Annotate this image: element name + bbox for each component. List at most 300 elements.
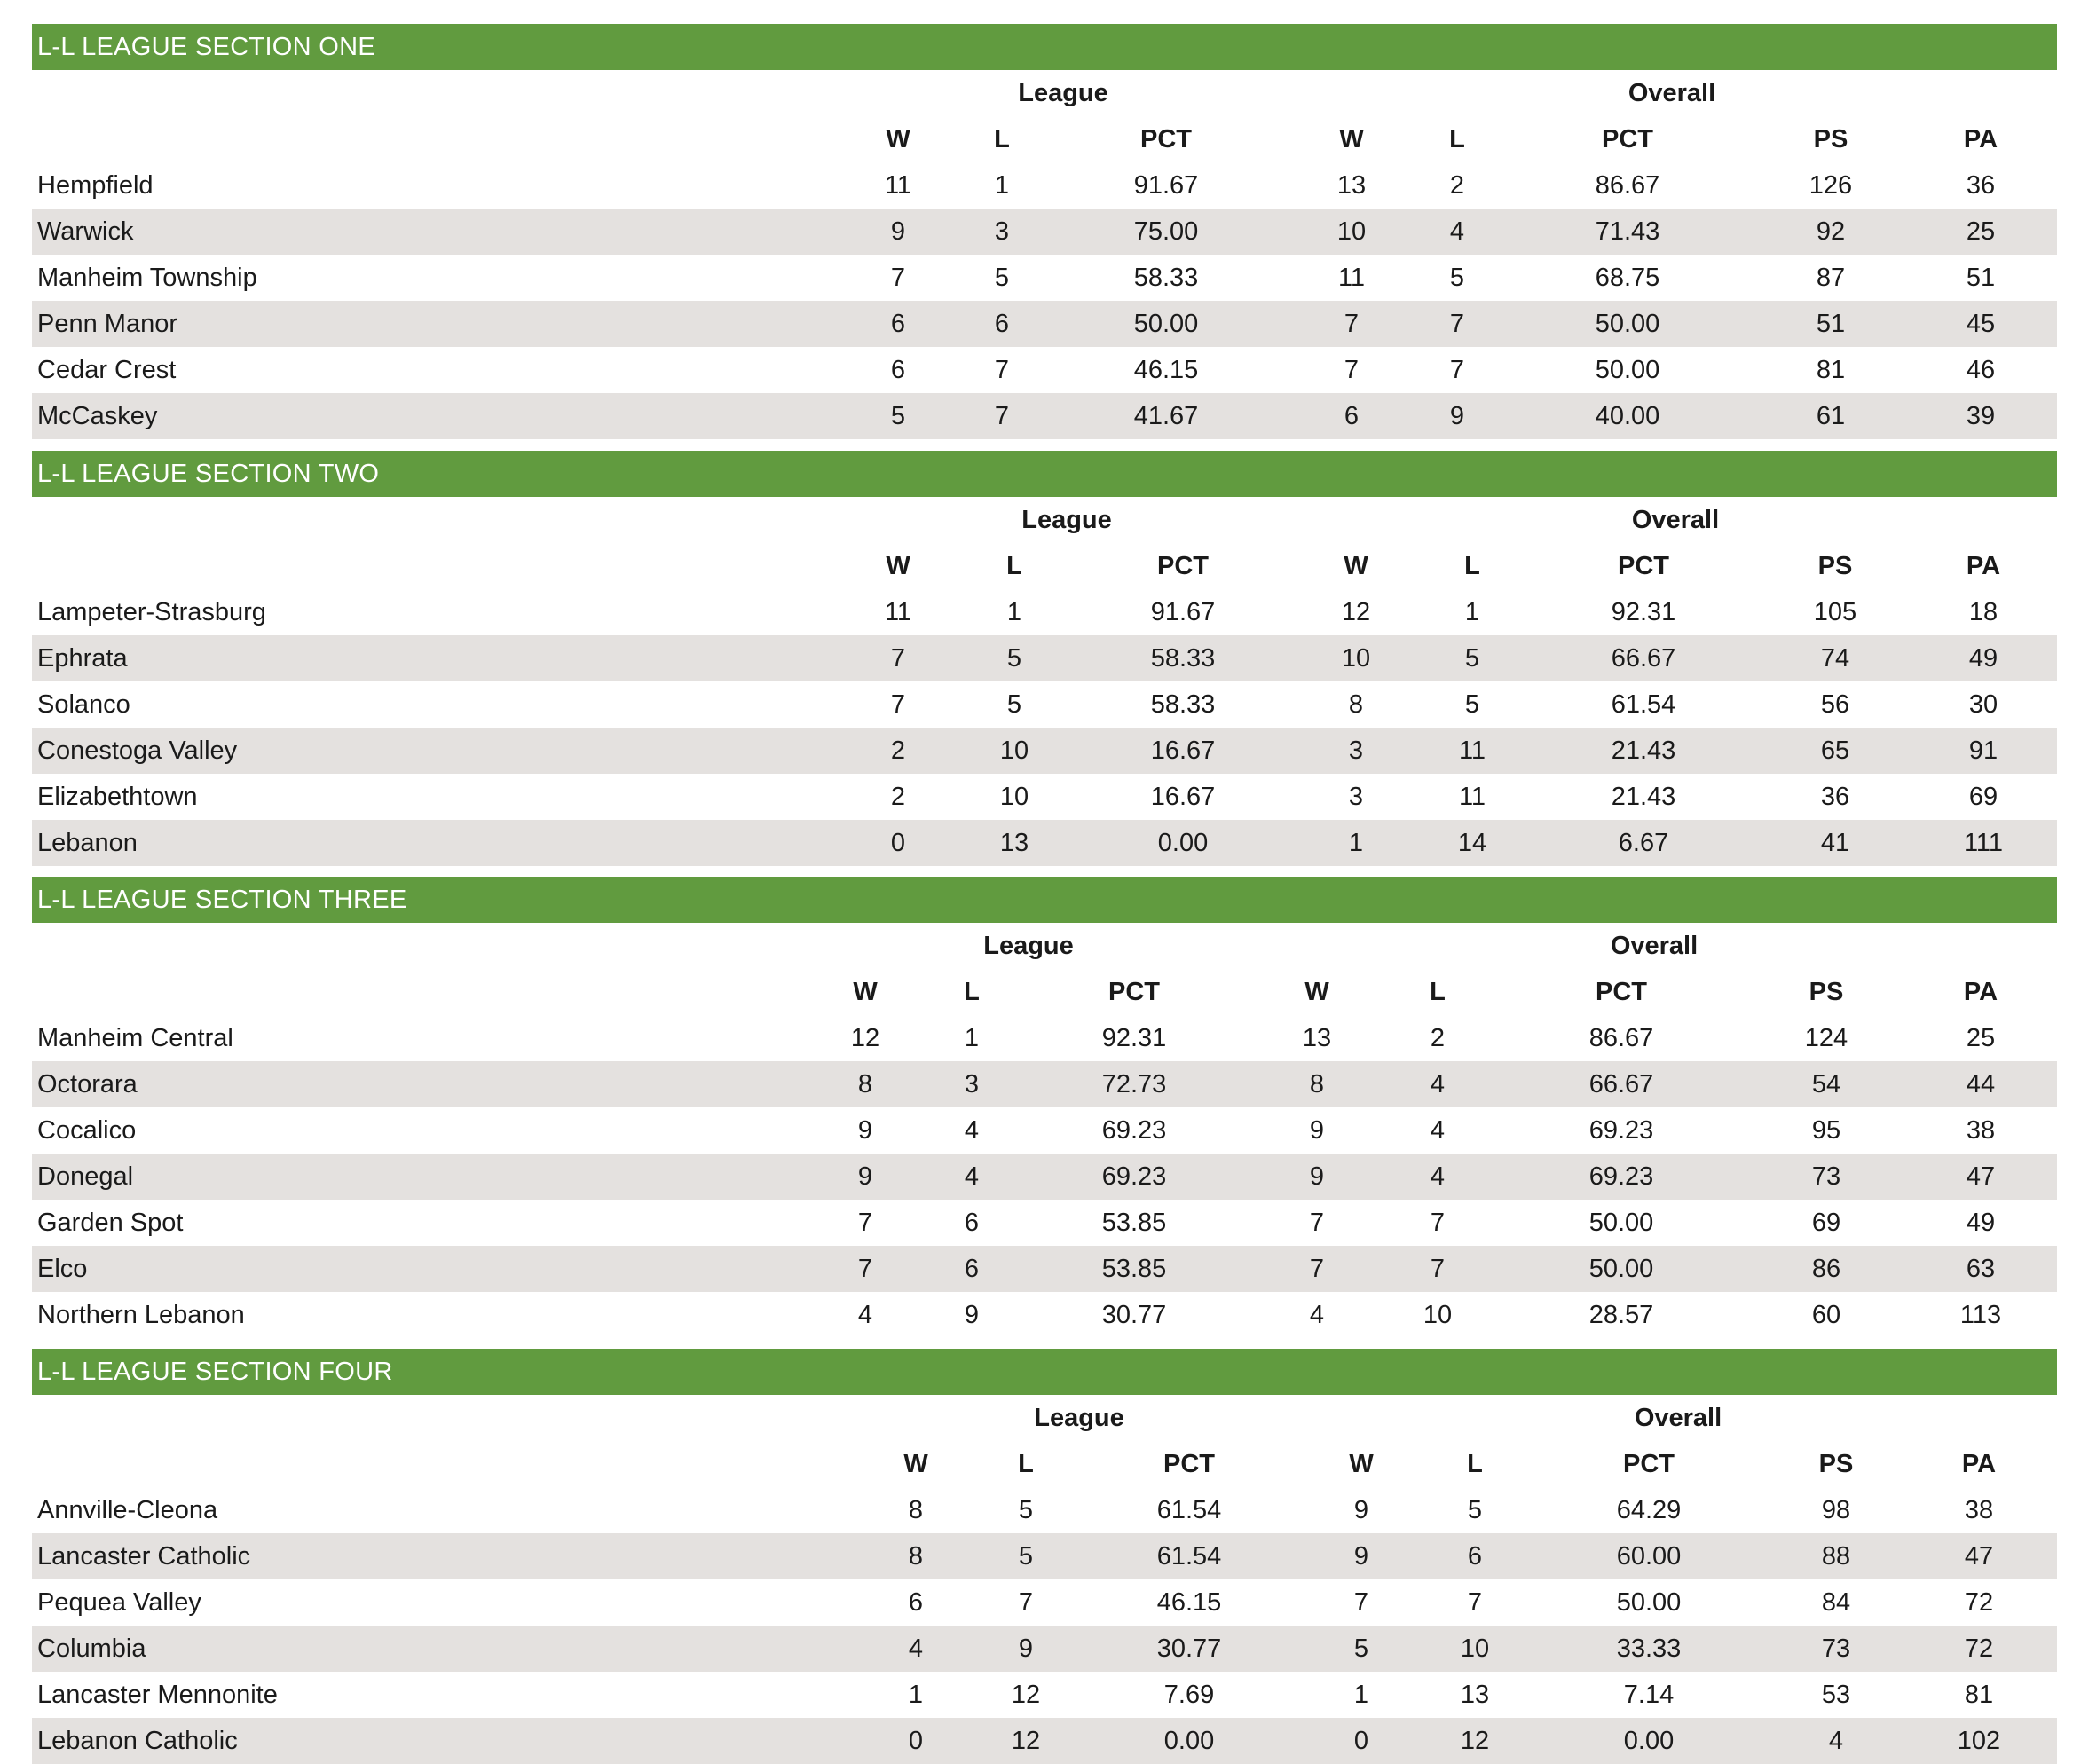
- team-name: Manheim Central: [37, 1024, 233, 1052]
- league-w-header: W: [903, 1450, 928, 1478]
- league-w-cell: 0: [890, 829, 906, 857]
- overall-pct-cell: 92.31: [1611, 598, 1676, 626]
- overall-pct-cell: 21.43: [1611, 736, 1676, 765]
- group-label-overall: Overall: [1610, 932, 1699, 960]
- group-label-league: League: [1034, 1404, 1124, 1432]
- overall-pct-cell: 60.00: [1616, 1542, 1682, 1571]
- overall-pct-cell: 6.67: [1618, 829, 1669, 857]
- overall-pct-cell: 69.23: [1588, 1116, 1654, 1145]
- overall-l-cell: 7: [1467, 1588, 1483, 1617]
- group-label-overall: Overall: [1631, 506, 1720, 534]
- team-name: Ephrata: [37, 644, 128, 673]
- overall-w-header: W: [1304, 978, 1329, 1006]
- league-w-cell: 8: [857, 1070, 873, 1099]
- ps-cell: 41: [1820, 829, 1850, 857]
- ps-header: PS: [1813, 125, 1848, 154]
- overall-w-cell: 6: [1344, 402, 1360, 430]
- pa-cell: 25: [1966, 1024, 1996, 1052]
- pa-cell: 49: [1966, 1209, 1996, 1237]
- overall-pct-cell: 0.00: [1623, 1727, 1675, 1755]
- team-name: Columbia: [37, 1634, 146, 1663]
- overall-l-cell: 11: [1458, 783, 1486, 811]
- team-name: Lebanon: [37, 829, 138, 857]
- group-header-row: [32, 923, 2057, 969]
- overall-pct-cell: 50.00: [1595, 310, 1660, 338]
- league-l-cell: 9: [1018, 1634, 1034, 1663]
- league-pct-cell: 53.85: [1101, 1255, 1167, 1283]
- overall-pct-cell: 50.00: [1595, 356, 1660, 384]
- league-w-cell: 6: [908, 1588, 924, 1617]
- overall-pct-cell: 61.54: [1611, 690, 1676, 719]
- league-w-cell: 7: [890, 264, 906, 292]
- league-l-cell: 12: [1011, 1727, 1041, 1755]
- overall-l-cell: 5: [1467, 1496, 1483, 1524]
- league-l-cell: 5: [1006, 690, 1022, 719]
- ps-cell: 87: [1816, 264, 1846, 292]
- league-w-cell: 5: [890, 402, 906, 430]
- column-header-row: [32, 969, 2057, 1015]
- league-pct-cell: 58.33: [1150, 644, 1216, 673]
- league-l-cell: 13: [999, 829, 1029, 857]
- league-w-header: W: [886, 125, 910, 154]
- overall-pct-header: PCT: [1618, 552, 1669, 580]
- league-l-cell: 5: [1006, 644, 1022, 673]
- pa-cell: 45: [1966, 310, 1996, 338]
- team-name: Elizabethtown: [37, 783, 198, 811]
- team-name: Manheim Township: [37, 264, 257, 292]
- overall-pct-cell: 69.23: [1588, 1162, 1654, 1191]
- overall-l-cell: 7: [1430, 1209, 1446, 1237]
- overall-w-cell: 1: [1348, 829, 1364, 857]
- table-row: [32, 209, 2057, 255]
- league-l-cell: 5: [994, 264, 1010, 292]
- overall-w-cell: 9: [1309, 1162, 1325, 1191]
- pa-cell: 46: [1966, 356, 1996, 384]
- team-name: Elco: [37, 1255, 88, 1283]
- league-w-header: W: [853, 978, 878, 1006]
- team-name: Conestoga Valley: [37, 736, 238, 765]
- pa-cell: 47: [1964, 1542, 1994, 1571]
- league-l-header: L: [964, 978, 980, 1006]
- section-title: L-L LEAGUE SECTION FOUR: [32, 1349, 2057, 1395]
- overall-pct-cell: 50.00: [1588, 1255, 1654, 1283]
- group-label-league: League: [983, 932, 1074, 960]
- overall-pct-cell: 66.67: [1588, 1070, 1654, 1099]
- league-pct-cell: 0.00: [1163, 1727, 1215, 1755]
- table-row: [32, 393, 2057, 439]
- overall-pct-cell: 66.67: [1611, 644, 1676, 673]
- league-w-cell: 6: [890, 310, 906, 338]
- pa-header: PA: [1963, 125, 1998, 154]
- overall-pct-cell: 28.57: [1588, 1301, 1654, 1329]
- ps-cell: 54: [1811, 1070, 1841, 1099]
- league-l-cell: 6: [964, 1209, 980, 1237]
- team-name: Cocalico: [37, 1116, 137, 1145]
- group-label-overall: Overall: [1634, 1404, 1722, 1432]
- overall-pct-cell: 21.43: [1611, 783, 1676, 811]
- league-l-cell: 6: [964, 1255, 980, 1283]
- table-row: [32, 1154, 2057, 1200]
- overall-l-cell: 5: [1449, 264, 1465, 292]
- team-name: Lampeter-Strasburg: [37, 598, 266, 626]
- team-name: Pequea Valley: [37, 1588, 201, 1617]
- overall-l-cell: 13: [1460, 1681, 1490, 1709]
- league-pct-cell: 91.67: [1133, 171, 1199, 200]
- overall-l-cell: 6: [1467, 1542, 1483, 1571]
- overall-pct-cell: 68.75: [1595, 264, 1660, 292]
- team-name: Octorara: [37, 1070, 138, 1099]
- team-name: Northern Lebanon: [37, 1301, 245, 1329]
- league-pct-header: PCT: [1163, 1450, 1215, 1478]
- pa-cell: 63: [1966, 1255, 1996, 1283]
- ps-cell: 84: [1821, 1588, 1851, 1617]
- table-row: [32, 162, 2057, 209]
- league-w-cell: 12: [850, 1024, 880, 1052]
- table-row: [32, 1246, 2057, 1292]
- overall-l-cell: 7: [1430, 1255, 1446, 1283]
- league-l-cell: 6: [994, 310, 1010, 338]
- overall-pct-cell: 40.00: [1595, 402, 1660, 430]
- league-w-cell: 7: [857, 1255, 873, 1283]
- overall-w-cell: 7: [1309, 1255, 1325, 1283]
- league-pct-cell: 91.67: [1150, 598, 1216, 626]
- pa-cell: 51: [1966, 264, 1996, 292]
- pa-cell: 72: [1964, 1588, 1994, 1617]
- table-row: [32, 347, 2057, 393]
- league-pct-cell: 30.77: [1101, 1301, 1167, 1329]
- overall-w-cell: 9: [1309, 1116, 1325, 1145]
- overall-pct-header: PCT: [1623, 1450, 1675, 1478]
- team-name: Garden Spot: [37, 1209, 184, 1237]
- ps-cell: 53: [1821, 1681, 1851, 1709]
- overall-l-cell: 14: [1457, 829, 1487, 857]
- pa-cell: 69: [1968, 783, 1998, 811]
- ps-header: PS: [1817, 552, 1853, 580]
- team-name: Cedar Crest: [37, 356, 177, 384]
- team-name: Annville-Cleona: [37, 1496, 218, 1524]
- league-w-cell: 9: [857, 1116, 873, 1145]
- league-pct-cell: 46.15: [1133, 356, 1199, 384]
- pa-cell: 72: [1964, 1634, 1994, 1663]
- ps-cell: 56: [1820, 690, 1850, 719]
- league-pct-cell: 58.33: [1133, 264, 1199, 292]
- league-w-cell: 9: [857, 1162, 873, 1191]
- overall-w-cell: 10: [1336, 217, 1367, 246]
- overall-l-cell: 10: [1423, 1301, 1453, 1329]
- league-l-cell: 3: [964, 1070, 980, 1099]
- league-pct-cell: 58.33: [1150, 690, 1216, 719]
- team-name: Penn Manor: [37, 310, 177, 338]
- league-pct-cell: 50.00: [1133, 310, 1199, 338]
- league-l-cell: 5: [1018, 1542, 1034, 1571]
- league-w-cell: 7: [890, 644, 906, 673]
- ps-header: PS: [1809, 978, 1844, 1006]
- column-header-row: [32, 116, 2057, 162]
- table-row: [32, 635, 2057, 681]
- ps-cell: 92: [1816, 217, 1846, 246]
- league-pct-header: PCT: [1157, 552, 1209, 580]
- ps-cell: 88: [1821, 1542, 1851, 1571]
- league-pct-cell: 16.67: [1150, 783, 1216, 811]
- table-row: [32, 1292, 2057, 1338]
- ps-cell: 86: [1811, 1255, 1841, 1283]
- team-name: Warwick: [37, 217, 134, 246]
- league-w-cell: 6: [890, 356, 906, 384]
- standings-section: [32, 24, 2057, 439]
- overall-l-cell: 10: [1460, 1634, 1490, 1663]
- table-row: [32, 1579, 2057, 1626]
- overall-l-cell: 7: [1449, 356, 1465, 384]
- pa-cell: 44: [1966, 1070, 1996, 1099]
- league-w-cell: 9: [890, 217, 906, 246]
- overall-w-cell: 13: [1336, 171, 1367, 200]
- pa-cell: 38: [1966, 1116, 1996, 1145]
- overall-w-cell: 7: [1344, 310, 1360, 338]
- team-name: Lebanon Catholic: [37, 1727, 238, 1755]
- overall-pct-cell: 50.00: [1616, 1588, 1682, 1617]
- league-w-cell: 4: [857, 1301, 873, 1329]
- overall-l-cell: 9: [1449, 402, 1465, 430]
- league-pct-cell: 16.67: [1150, 736, 1216, 765]
- pa-cell: 113: [1959, 1301, 2002, 1329]
- league-l-cell: 1: [964, 1024, 980, 1052]
- pa-cell: 36: [1966, 171, 1996, 200]
- ps-cell: 105: [1813, 598, 1857, 626]
- league-w-cell: 2: [890, 783, 906, 811]
- column-header-row: [32, 1441, 2057, 1487]
- league-w-cell: 0: [908, 1727, 924, 1755]
- overall-w-cell: 7: [1344, 356, 1360, 384]
- pa-cell: 81: [1964, 1681, 1994, 1709]
- overall-l-cell: 4: [1430, 1162, 1446, 1191]
- team-name: Lancaster Mennonite: [37, 1681, 278, 1709]
- league-pct-cell: 61.54: [1156, 1496, 1222, 1524]
- league-l-header: L: [994, 125, 1010, 154]
- overall-l-cell: 1: [1464, 598, 1480, 626]
- overall-pct-cell: 86.67: [1588, 1024, 1654, 1052]
- table-row: [32, 820, 2057, 866]
- ps-cell: 81: [1816, 356, 1846, 384]
- pa-header: PA: [1961, 1450, 1997, 1478]
- league-pct-cell: 69.23: [1101, 1116, 1167, 1145]
- overall-w-cell: 3: [1348, 783, 1364, 811]
- league-l-header: L: [1018, 1450, 1034, 1478]
- league-w-cell: 4: [908, 1634, 924, 1663]
- table-row: [32, 728, 2057, 774]
- overall-pct-cell: 64.29: [1616, 1496, 1682, 1524]
- league-l-cell: 7: [1018, 1588, 1034, 1617]
- team-name: Hempfield: [37, 171, 154, 200]
- league-l-cell: 1: [994, 171, 1010, 200]
- overall-w-cell: 9: [1353, 1542, 1369, 1571]
- table-row: [32, 1626, 2057, 1672]
- overall-w-cell: 10: [1341, 644, 1371, 673]
- standings-section: [32, 451, 2057, 866]
- league-w-cell: 7: [890, 690, 906, 719]
- league-pct-cell: 69.23: [1101, 1162, 1167, 1191]
- group-header-row: [32, 1395, 2057, 1441]
- ps-cell: 60: [1811, 1301, 1841, 1329]
- overall-w-cell: 11: [1337, 264, 1366, 292]
- section-title: L-L LEAGUE SECTION ONE: [32, 24, 2057, 70]
- overall-pct-cell: 7.14: [1623, 1681, 1675, 1709]
- column-header-row: [32, 543, 2057, 589]
- ps-cell: 65: [1820, 736, 1850, 765]
- group-label-league: League: [1021, 506, 1112, 534]
- overall-pct-cell: 50.00: [1588, 1209, 1654, 1237]
- league-w-cell: 11: [884, 598, 912, 626]
- overall-pct-cell: 86.67: [1595, 171, 1660, 200]
- league-pct-header: PCT: [1108, 978, 1160, 1006]
- league-w-header: W: [886, 552, 910, 580]
- overall-w-cell: 3: [1348, 736, 1364, 765]
- overall-w-cell: 4: [1309, 1301, 1325, 1329]
- league-l-cell: 3: [994, 217, 1010, 246]
- ps-cell: 74: [1820, 644, 1850, 673]
- group-label-league: League: [1018, 79, 1108, 107]
- league-pct-header: PCT: [1140, 125, 1192, 154]
- league-l-cell: 10: [999, 783, 1029, 811]
- pa-cell: 49: [1968, 644, 1998, 673]
- overall-w-cell: 7: [1353, 1588, 1369, 1617]
- ps-cell: 51: [1816, 310, 1846, 338]
- overall-l-cell: 2: [1449, 171, 1465, 200]
- overall-l-cell: 12: [1460, 1727, 1490, 1755]
- league-pct-cell: 61.54: [1156, 1542, 1222, 1571]
- league-l-cell: 7: [994, 402, 1010, 430]
- overall-l-cell: 4: [1449, 217, 1465, 246]
- league-pct-cell: 72.73: [1101, 1070, 1167, 1099]
- overall-w-cell: 8: [1309, 1070, 1325, 1099]
- table-row: [32, 255, 2057, 301]
- team-name: Lancaster Catholic: [37, 1542, 251, 1571]
- league-pct-cell: 75.00: [1133, 217, 1199, 246]
- overall-l-cell: 11: [1458, 736, 1486, 765]
- team-name: Donegal: [37, 1162, 134, 1191]
- overall-l-cell: 4: [1430, 1116, 1446, 1145]
- pa-header: PA: [1966, 552, 2001, 580]
- overall-l-cell: 2: [1430, 1024, 1446, 1052]
- standings-section: [32, 1349, 2057, 1764]
- overall-w-header: W: [1344, 552, 1368, 580]
- team-name: Solanco: [37, 690, 130, 719]
- league-l-cell: 9: [964, 1301, 980, 1329]
- league-l-cell: 12: [1011, 1681, 1041, 1709]
- league-l-cell: 1: [1006, 598, 1022, 626]
- group-label-overall: Overall: [1628, 79, 1716, 107]
- overall-pct-header: PCT: [1602, 125, 1653, 154]
- ps-cell: 124: [1804, 1024, 1848, 1052]
- league-w-cell: 2: [890, 736, 906, 765]
- table-row: [32, 1672, 2057, 1718]
- pa-cell: 111: [1963, 829, 2004, 857]
- ps-cell: 73: [1811, 1162, 1841, 1191]
- ps-cell: 95: [1811, 1116, 1841, 1145]
- pa-header: PA: [1963, 978, 1998, 1006]
- group-header-row: [32, 70, 2057, 116]
- league-w-cell: 11: [884, 171, 912, 200]
- overall-w-cell: 0: [1353, 1727, 1369, 1755]
- overall-w-header: W: [1349, 1450, 1374, 1478]
- league-l-header: L: [1006, 552, 1022, 580]
- table-row: [32, 1487, 2057, 1533]
- pa-cell: 39: [1966, 402, 1996, 430]
- league-w-cell: 7: [857, 1209, 873, 1237]
- overall-w-header: W: [1339, 125, 1364, 154]
- table-row: [32, 301, 2057, 347]
- league-w-cell: 1: [908, 1681, 924, 1709]
- standings-section: [32, 877, 2057, 1338]
- ps-cell: 36: [1820, 783, 1850, 811]
- overall-l-header: L: [1464, 552, 1480, 580]
- ps-cell: 73: [1821, 1634, 1851, 1663]
- league-pct-cell: 30.77: [1156, 1634, 1222, 1663]
- league-l-cell: 4: [964, 1116, 980, 1145]
- league-l-cell: 5: [1018, 1496, 1034, 1524]
- ps-cell: 126: [1809, 171, 1853, 200]
- pa-cell: 91: [1968, 736, 1998, 765]
- table-row: [32, 589, 2057, 635]
- overall-w-cell: 7: [1309, 1209, 1325, 1237]
- overall-l-cell: 4: [1430, 1070, 1446, 1099]
- section-title: L-L LEAGUE SECTION THREE: [32, 877, 2057, 923]
- league-w-cell: 8: [908, 1542, 924, 1571]
- pa-cell: 102: [1957, 1727, 2001, 1755]
- overall-l-header: L: [1430, 978, 1446, 1006]
- pa-cell: 38: [1964, 1496, 1994, 1524]
- table-row: [32, 1200, 2057, 1246]
- league-pct-cell: 53.85: [1101, 1209, 1167, 1237]
- league-pct-cell: 0.00: [1157, 829, 1209, 857]
- pa-cell: 25: [1966, 217, 1996, 246]
- pa-cell: 47: [1966, 1162, 1996, 1191]
- league-pct-cell: 7.69: [1163, 1681, 1215, 1709]
- overall-pct-cell: 33.33: [1616, 1634, 1682, 1663]
- table-row: [32, 1061, 2057, 1107]
- table-row: [32, 1015, 2057, 1061]
- section-title: L-L LEAGUE SECTION TWO: [32, 451, 2057, 497]
- table-row: [32, 774, 2057, 820]
- ps-cell: 4: [1828, 1727, 1844, 1755]
- group-header-row: [32, 497, 2057, 543]
- league-l-cell: 4: [964, 1162, 980, 1191]
- overall-w-cell: 13: [1302, 1024, 1332, 1052]
- league-pct-cell: 92.31: [1101, 1024, 1167, 1052]
- overall-l-header: L: [1467, 1450, 1483, 1478]
- overall-l-cell: 5: [1464, 690, 1480, 719]
- ps-header: PS: [1818, 1450, 1854, 1478]
- overall-pct-cell: 71.43: [1595, 217, 1660, 246]
- overall-l-cell: 7: [1449, 310, 1465, 338]
- ps-cell: 69: [1811, 1209, 1841, 1237]
- league-pct-cell: 41.67: [1133, 402, 1199, 430]
- overall-w-cell: 12: [1341, 598, 1371, 626]
- league-pct-cell: 46.15: [1156, 1588, 1222, 1617]
- overall-l-header: L: [1449, 125, 1465, 154]
- league-l-cell: 7: [994, 356, 1010, 384]
- pa-cell: 30: [1968, 690, 1998, 719]
- overall-w-cell: 5: [1353, 1634, 1369, 1663]
- overall-w-cell: 9: [1353, 1496, 1369, 1524]
- table-row: [32, 1107, 2057, 1154]
- ps-cell: 98: [1821, 1496, 1851, 1524]
- team-name: McCaskey: [37, 402, 158, 430]
- overall-l-cell: 5: [1464, 644, 1480, 673]
- ps-cell: 61: [1816, 402, 1846, 430]
- overall-w-cell: 8: [1348, 690, 1364, 719]
- overall-pct-header: PCT: [1596, 978, 1647, 1006]
- overall-w-cell: 1: [1353, 1681, 1369, 1709]
